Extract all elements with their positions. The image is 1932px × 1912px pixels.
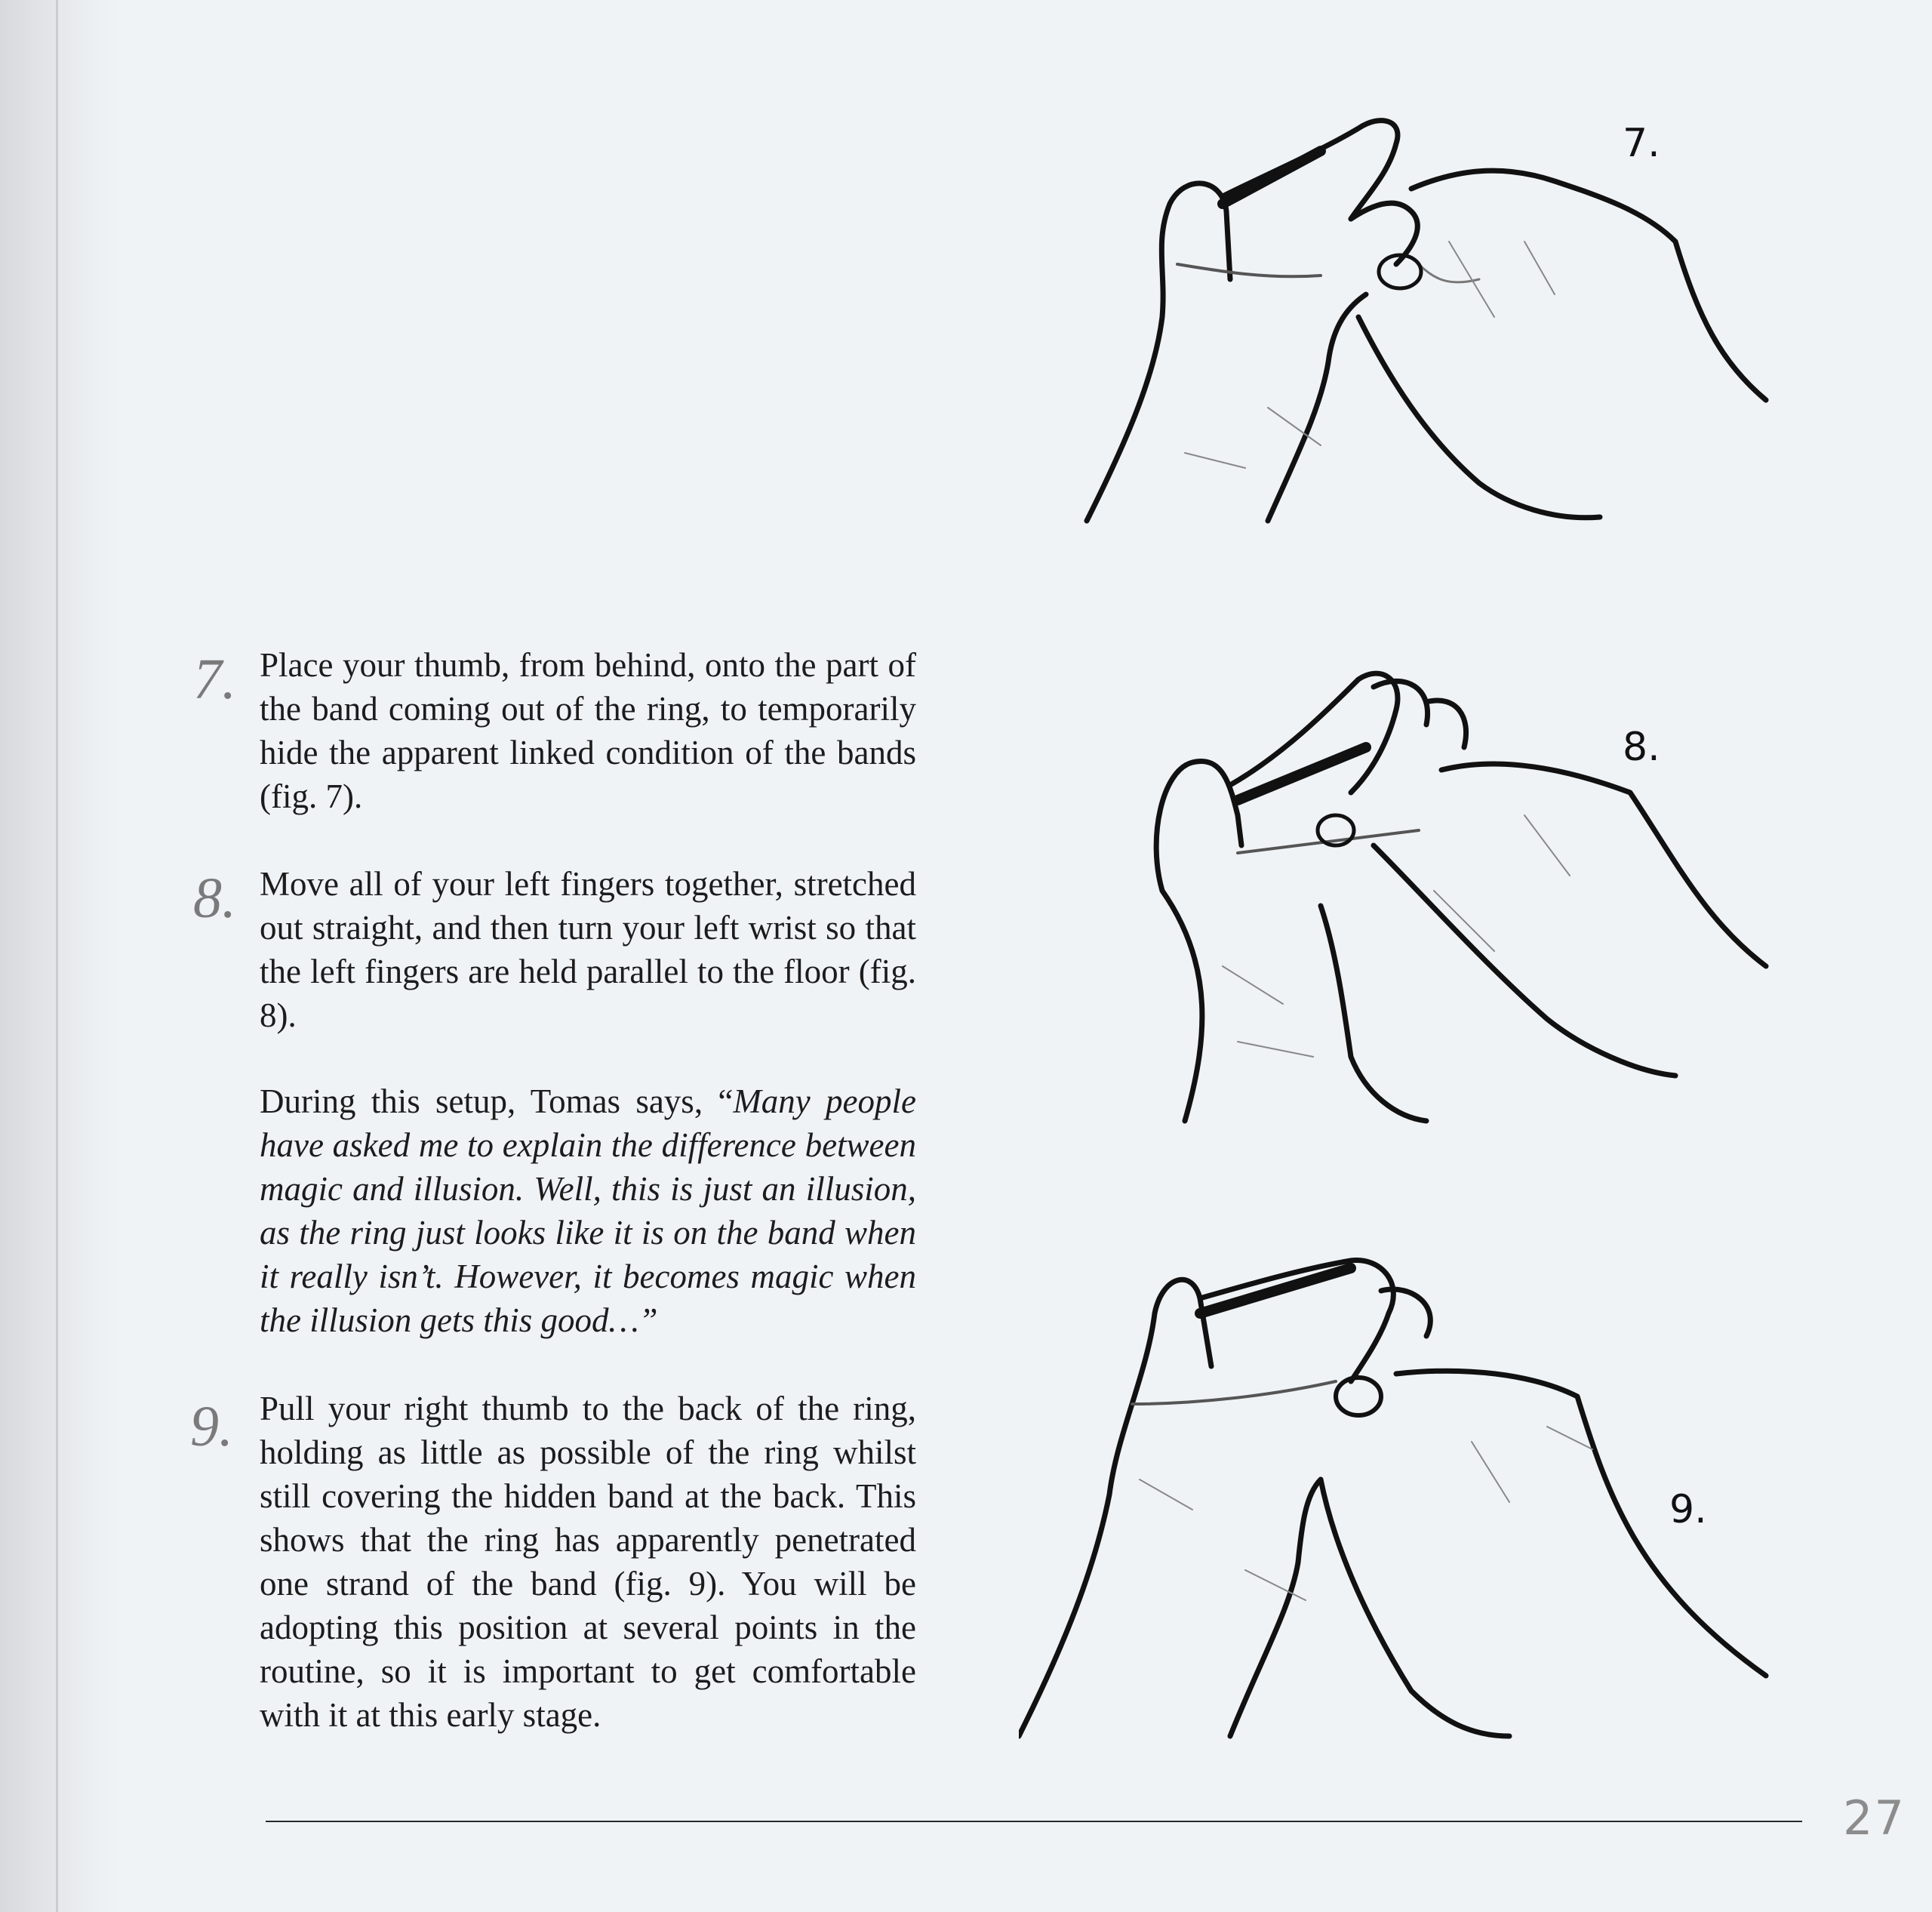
figure-9-illustration <box>1019 1253 1774 1744</box>
step-number-7: 7. <box>193 648 236 711</box>
step-7-text: Place your thumb, from behind, onto the part of the band coming out of the ring, to temporarily hide the apparent linked condition of the bands (fig. 7). <box>260 646 916 815</box>
quote-lead: During this setup, Tomas says, “ <box>260 1082 734 1120</box>
tomas-quote <box>260 1079 916 1342</box>
step-number-8: 8. <box>193 867 236 930</box>
gutter-fold-line <box>56 0 58 1912</box>
footer-rule <box>266 1821 1802 1822</box>
quote-body: Many people have asked me to explain the difference between magic and illusion. Well, this is just an illusion, as the ring just looks like it is on the band when it really isn’t. However, it becomes magic when the illusion gets this good… <box>260 1082 916 1339</box>
quote-end: ” <box>638 1301 658 1339</box>
figure-8-label: 8. <box>1623 725 1660 770</box>
figure-8-illustration <box>1147 664 1781 1132</box>
page-number: 27 <box>1843 1790 1906 1846</box>
step-8-text: Move all of your left fingers together, stretched out straight, and then turn your left wrist so that the left fingers are held parallel to the floor (fig. 8). <box>260 865 916 1034</box>
figure-9-label: 9. <box>1669 1487 1707 1532</box>
book-gutter <box>0 0 121 1912</box>
step-9-text: Pull your right thumb to the back of the ring, holding as little as possible of the ring whilst still covering the hidden band at the back. This shows that the ring has apparently penetrated one strand of the band (fig. 9). You will be adopting this position at several points in the routine, so it is important to get comfortable with it at this early stage. <box>260 1390 916 1734</box>
step-number-9: 9. <box>190 1395 233 1458</box>
figure-7-label: 7. <box>1623 121 1660 166</box>
figure-7-illustration <box>1072 91 1781 528</box>
